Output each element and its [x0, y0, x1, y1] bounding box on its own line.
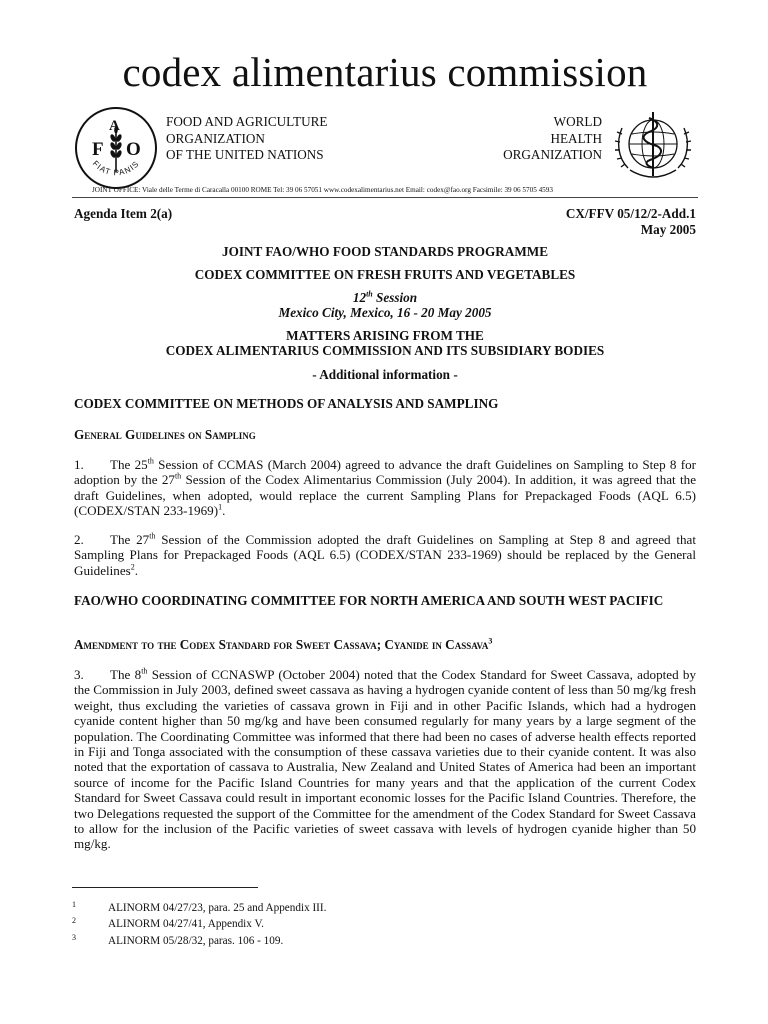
- footnote-text: ALINORM 04/27/41, Appendix V.: [108, 918, 264, 930]
- doc-ref-number: CX/FFV 05/12/2-Add.1: [565, 206, 696, 221]
- matters-title-line-1: MATTERS ARISING FROM THE: [286, 328, 484, 343]
- fao-name-line: FOOD AND AGRICULTURE: [166, 114, 328, 129]
- session-number: 12: [352, 290, 367, 305]
- paragraph-text: Session of the Commission adopted the draft Guidelines on Sampling at Step 8 and agreed that Sampling Plans for Prepackaged Foods (AQL 6.5) (CODEX/STAN 233-1969) should be replaced by the General Guidelines: [74, 532, 696, 578]
- paragraph-text: The 27: [110, 532, 150, 547]
- paragraph-2: [74, 532, 696, 578]
- who-name-block: [440, 114, 602, 164]
- paragraph-text: The 8: [110, 667, 142, 682]
- footnote-text: ALINORM 04/27/23, para. 25 and Appendix III.: [108, 902, 327, 914]
- fao-letter-o: O: [126, 139, 141, 160]
- footnote-number: 1: [72, 900, 76, 909]
- paragraph-text: Session of the Codex Alimentarius Commission (July 2004). In addition, it was agreed that the draft Guidelines, when adopted, would replace the current Sampling Plans for Prepackaged Foods (AQL 6.5) (CODEX/STAN 233-1969): [74, 472, 697, 519]
- superscript: th: [141, 666, 148, 676]
- footnote-ref: 2: [130, 562, 135, 572]
- session-venue: Mexico City, Mexico, 16 - 20 May 2005: [278, 305, 492, 320]
- section-heading-ccnaswp: FAO/WHO COORDINATING COMMITTEE FOR NORTH AMERICA AND SOUTH WEST PACIFIC: [74, 593, 664, 608]
- paragraph-1: [74, 457, 696, 519]
- paragraph-number: 3.: [74, 667, 84, 682]
- paragraph-text: .: [134, 562, 139, 578]
- who-name-line: HEALTH: [550, 130, 602, 146]
- programme-title: JOINT FAO/WHO FOOD STANDARDS PROGRAMME: [221, 244, 549, 259]
- superscript: th: [174, 472, 182, 482]
- session-title: [72, 290, 698, 306]
- footnote-text: ALINORM 05/28/32, paras. 106 - 109.: [108, 935, 284, 947]
- subheading-text: Amendment to the Codex Standard for Sweet Cassava; Cyanide in Cassava: [74, 637, 489, 652]
- subheading-sampling-guidelines: General Guidelines on Sampling: [74, 427, 256, 442]
- session-word: Session: [372, 290, 418, 305]
- paragraph-text: Session of CCMAS (March 2004) agreed to advance the draft Guidelines on Sampling to Step 8 for adoption by the 27: [74, 457, 696, 488]
- paragraph-3: [74, 667, 696, 852]
- doc-date: May 2005: [640, 222, 696, 237]
- footnote-number: 2: [72, 916, 76, 925]
- committee-title: CODEX COMMITTEE ON FRESH FRUITS AND VEGETABLES: [194, 267, 576, 282]
- fao-name-line: OF THE UNITED NATIONS: [166, 147, 324, 162]
- subheading-sweet-cassava: [74, 637, 696, 653]
- fao-name-block: [166, 114, 386, 164]
- fao-letter-a: A: [109, 118, 120, 134]
- footnote-number: 3: [72, 933, 76, 942]
- superscript: th: [147, 456, 154, 466]
- paragraph-text: Session of CCNASWP (October 2004) noted that the Codex Standard for Sweet Cassava, adopted by the Commission in July 2003, defined sweet cassava as having a hydrogen cyanide content of less than 50 mg/kg fresh weight, thus excluding the varieties of cassava grown in Fiji and in other Pacific Islands, which had a hydrogen cyanide content higher than 50 mg/kg and have been consumed regularly for many years by a large segment of the population. The Coordinating Committee was informed that there had been no cases of adverse health effects reported in Fiji and Tonga associated with the consumption of these cassava varieties due to their cyanide content. It was also noted that the exportation of cassava to Australia, New Zealand and United States of America had been an important source of income for the Pacific Island Countries for many years and that the application of the current Codex Standard for Sweet Cassava could result in important economic losses for the Pacific Island Countries. Therefore, the two Delegations requested the support of the Committee for the amendment of the Codex Standard for Sweet Cassava to allow for the inclusion of the Pacific varieties of sweet cassava with levels of hydrogen cyanide higher than 50 mg/kg.: [74, 667, 697, 852]
- fao-ring-text: FIAT PANIS: [90, 158, 142, 178]
- who-name-line: ORGANIZATION: [503, 147, 602, 162]
- document-reference: [566, 206, 696, 238]
- header-divider: [72, 197, 698, 198]
- who-name-line: WORLD: [553, 114, 602, 129]
- world-health-emblem-icon: [610, 104, 696, 188]
- footnote-ref: 1: [218, 502, 223, 512]
- fao-name-line: ORGANIZATION: [166, 130, 265, 146]
- fao-logo: [74, 106, 158, 190]
- session-ordinal: th: [366, 289, 373, 299]
- paragraph-number: 1.: [74, 457, 84, 472]
- agenda-item: Agenda Item 2(a): [74, 206, 173, 221]
- additional-info-label: - Additional information -: [312, 367, 458, 382]
- section-heading-ccmas: CODEX COMMITTEE ON METHODS OF ANALYSIS AND SAMPLING: [74, 396, 499, 411]
- matters-title-line-2: CODEX ALIMENTARIUS COMMISSION AND ITS SUBSIDIARY BODIES: [165, 343, 605, 358]
- masthead-title: codex alimentarius commission: [122, 49, 648, 95]
- paragraph-text: The 25: [110, 457, 148, 472]
- paragraph-text: .: [222, 503, 226, 519]
- fao-letter-f: F: [92, 139, 104, 160]
- footnote-divider: [72, 887, 258, 888]
- joint-office-address: JOINT OFFICE: Viale delle Terme di Caracalla 00100 ROME Tel: 39 06 57051 www.codexalimentarius.net Email: codex@fao.org Facsimile: 39 06 5705 4593: [92, 186, 553, 194]
- superscript: th: [149, 531, 156, 541]
- footnote-ref: 3: [488, 636, 493, 646]
- paragraph-number: 2.: [74, 532, 84, 547]
